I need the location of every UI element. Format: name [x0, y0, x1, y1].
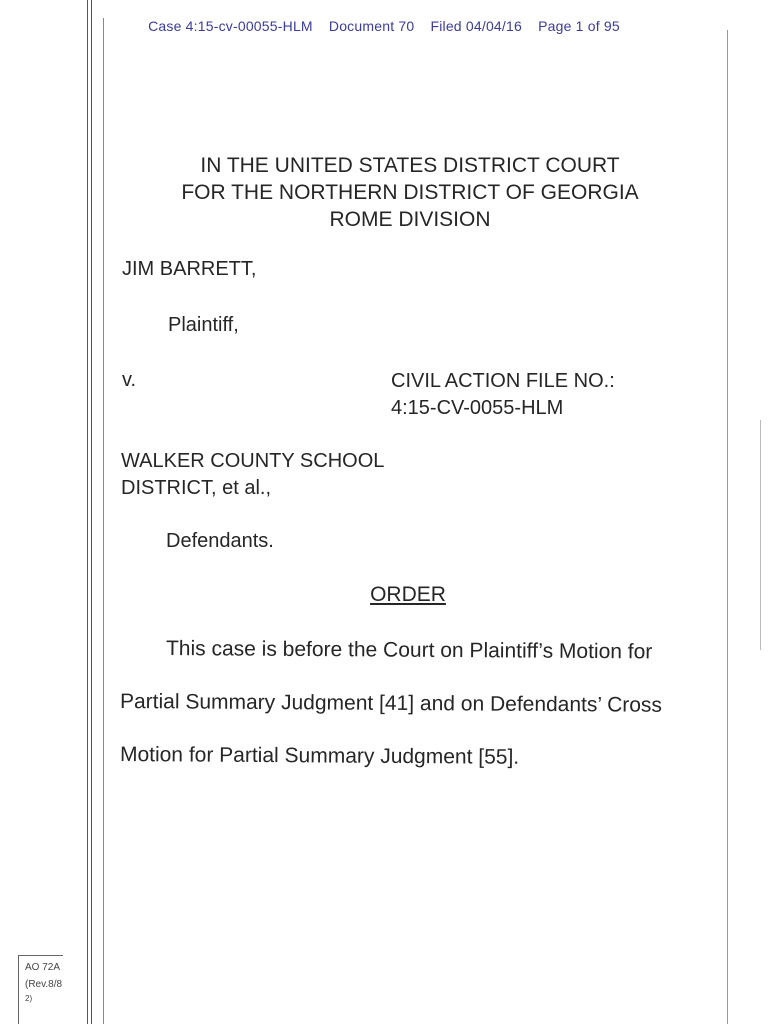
court-heading-line-3: ROME DIVISION — [329, 208, 491, 231]
page-number: Page 1 of 95 — [538, 18, 620, 34]
defendant-role: Defendants. — [166, 530, 274, 552]
order-body-line-2: Partial Summary Judgment [41] and on Defendants’ Cross — [119, 690, 663, 717]
versus: v. — [122, 369, 137, 391]
plaintiff-role: Plaintiff, — [168, 314, 239, 336]
plaintiff-name: JIM BARRETT, — [122, 258, 257, 280]
court-heading-line-2: FOR THE NORTHERN DISTRICT OF GEORGIA — [181, 181, 639, 204]
ao-form-stamp — [18, 955, 63, 1024]
stamp-line-2: (Rev.8/8 — [25, 979, 63, 990]
civil-action-number: 4:15-CV-0055-HLM — [391, 397, 564, 419]
stamp-line-1: AO 72A — [25, 962, 61, 973]
left-margin-rule-2 — [91, 0, 92, 1024]
order-body-line-3: Motion for Partial Summary Judgment [55]. — [119, 743, 520, 769]
ecf-header — [0, 18, 768, 34]
defendant-name-line-1: WALKER COUNTY SCHOOL — [121, 450, 385, 472]
case-number: Case 4:15-cv-00055-HLM — [148, 18, 313, 34]
stamp-line-3: 2) — [25, 994, 33, 1003]
right-margin-rule — [727, 30, 728, 1024]
civil-action-label: CIVIL ACTION FILE NO.: — [391, 370, 615, 392]
defendant-name-line-2: DISTRICT, et al., — [121, 477, 272, 499]
left-margin-rule-1 — [87, 0, 88, 1024]
court-heading-line-1: IN THE UNITED STATES DISTRICT COURT — [200, 154, 620, 177]
filed-date: Filed 04/04/16 — [430, 18, 522, 34]
order-body-line-1: This case is before the Court on Plaintiff’s Motion for — [165, 637, 653, 664]
order-title: ORDER — [370, 583, 446, 606]
right-edge-rule — [760, 420, 761, 650]
document-number: Document 70 — [328, 18, 415, 34]
